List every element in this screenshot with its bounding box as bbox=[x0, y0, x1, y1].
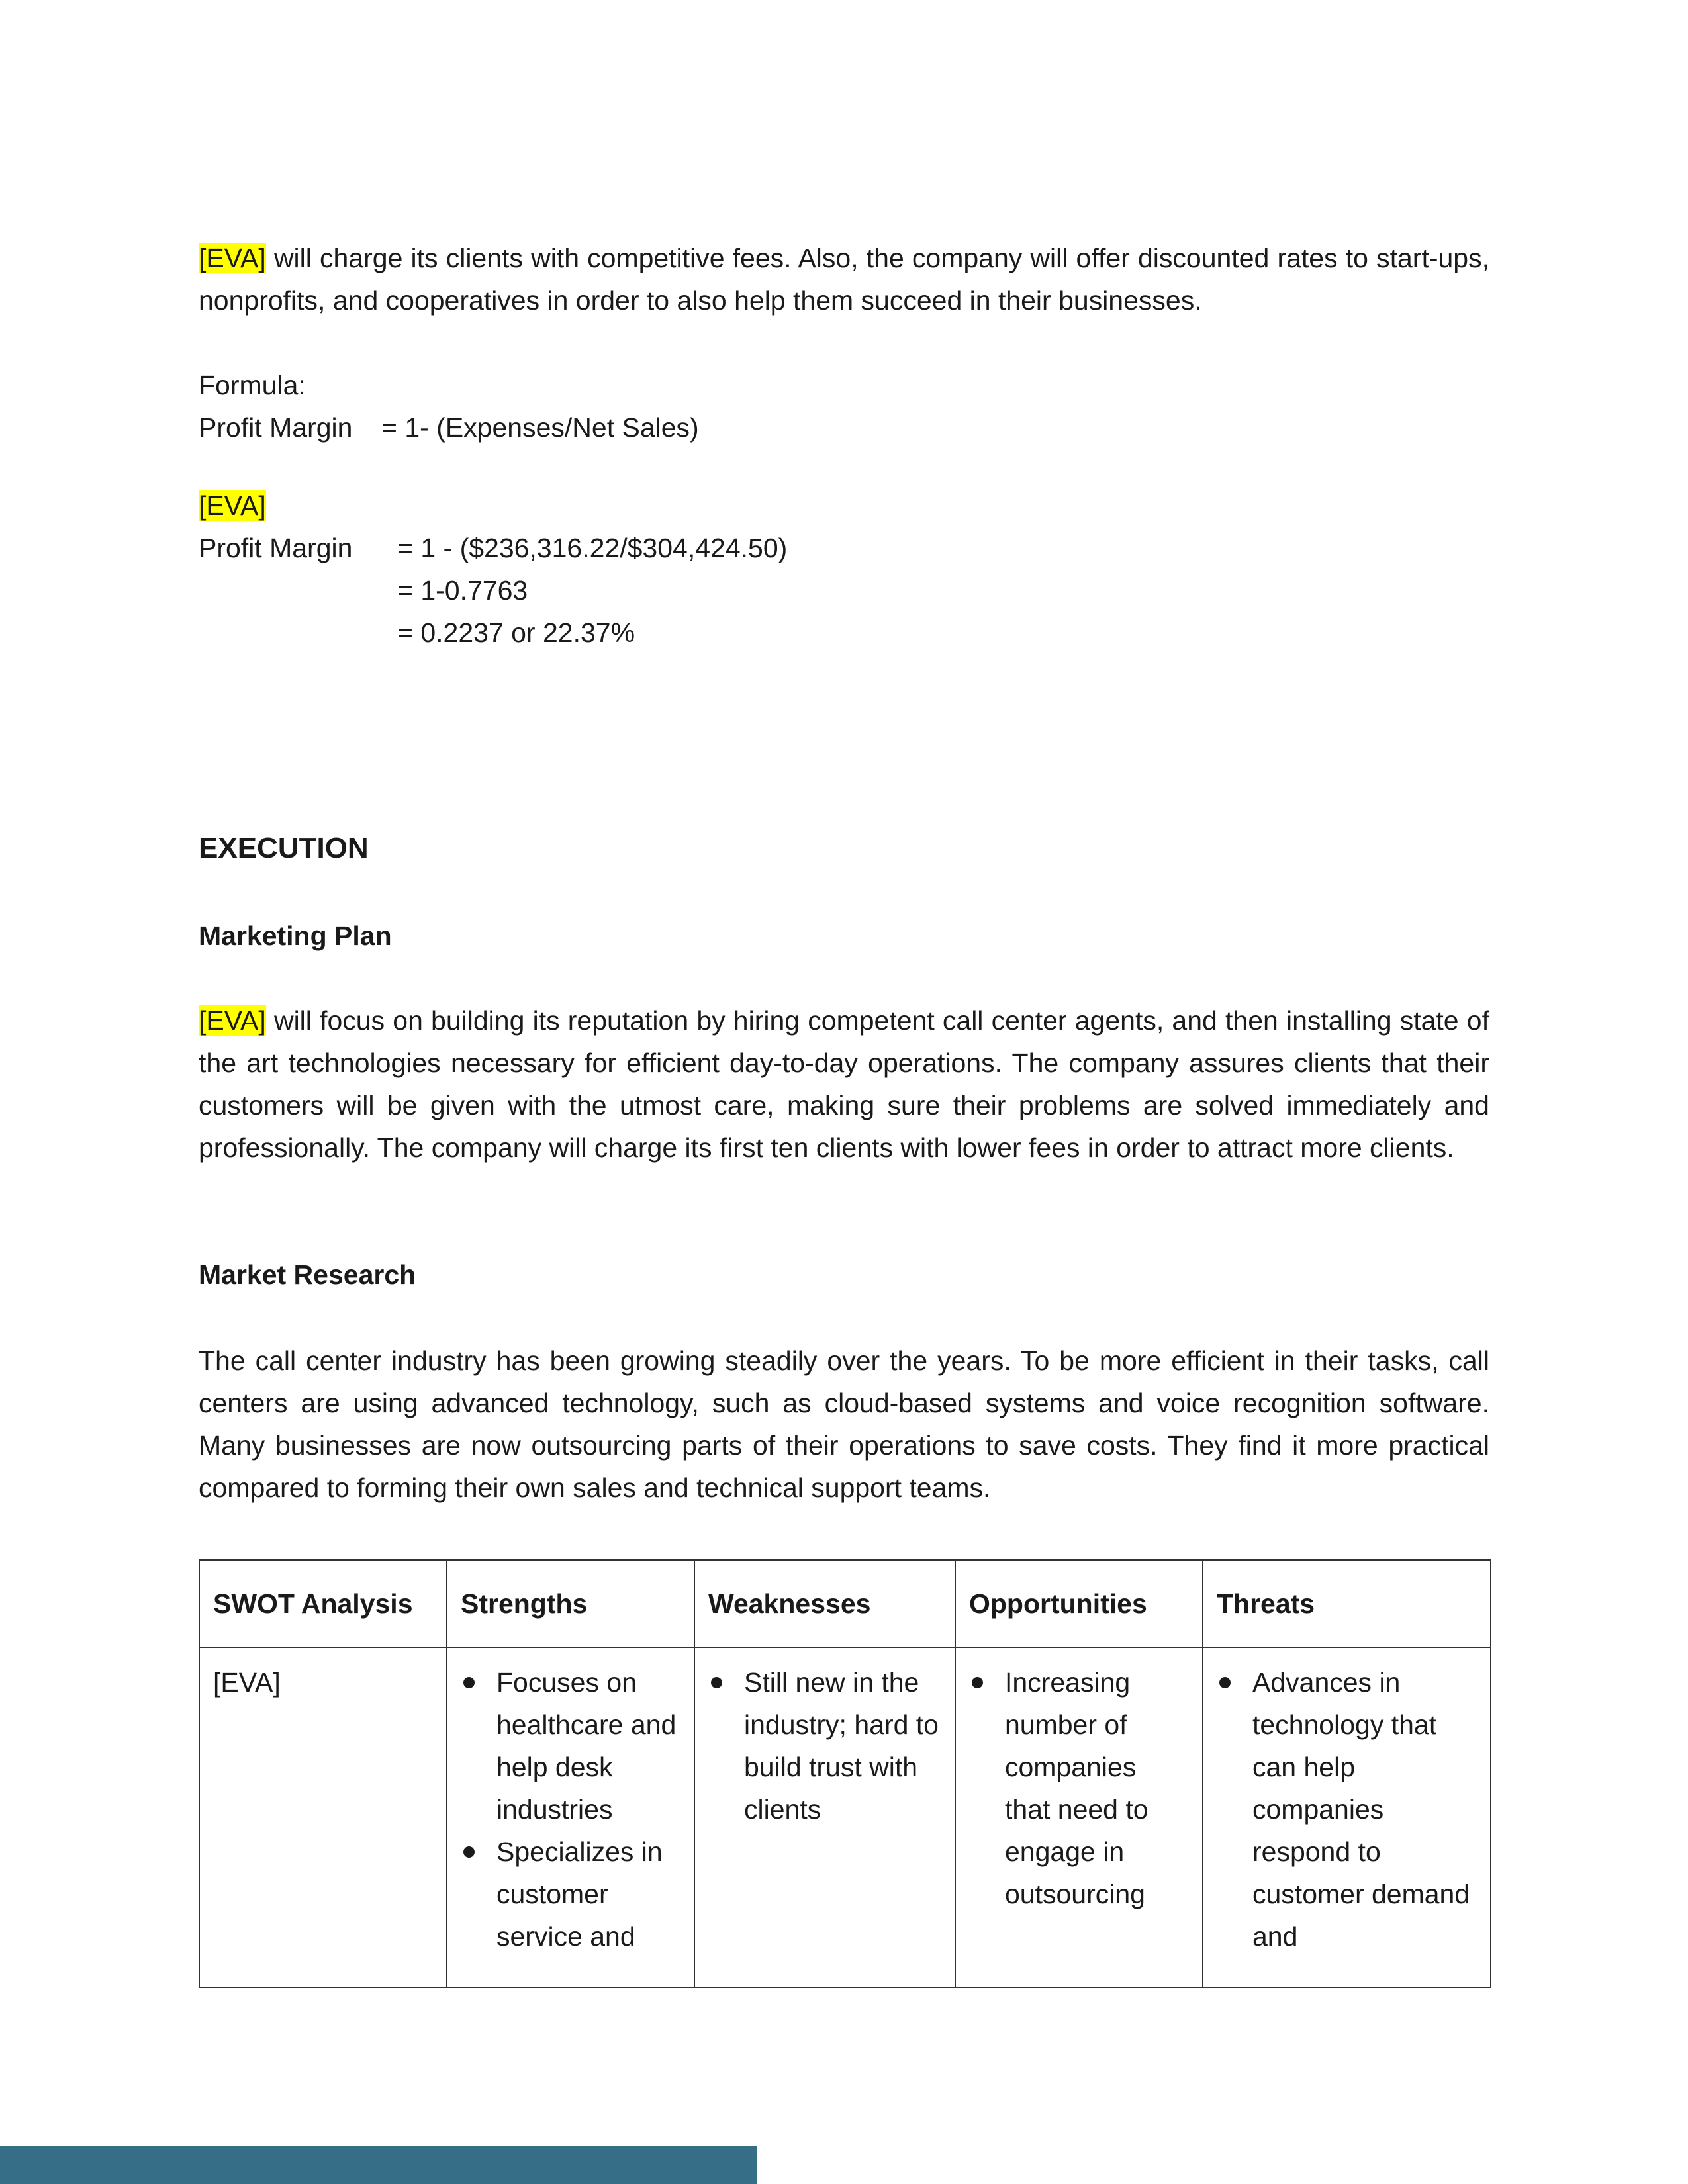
list-item: Still new in the industry; hard to build trust with clients bbox=[708, 1661, 941, 1831]
list-item: Increasing number of companies that need to engage in outsourcing bbox=[969, 1661, 1189, 1915]
document-body bbox=[199, 237, 1489, 1952]
swot-header-strengths: Strengths bbox=[447, 1560, 694, 1647]
marketing-company-highlight: [EVA] bbox=[199, 1005, 266, 1036]
calculation-label: Profit Margin bbox=[199, 533, 353, 563]
calculation-row bbox=[199, 569, 1489, 612]
marketing-plan-heading: Marketing Plan bbox=[199, 921, 392, 951]
swot-header-threats: Threats bbox=[1203, 1560, 1491, 1647]
calculation-step-1: = 1 - ($236,316.22/$304,424.50) bbox=[397, 533, 788, 563]
calculation-company-highlight: [EVA] bbox=[199, 490, 266, 521]
calculation-step-3: = 0.2237 or 22.37% bbox=[397, 617, 635, 648]
company-highlight: [EVA] bbox=[199, 243, 266, 273]
intro-text: will charge its clients with competitive fees. Also, the company will offer discounted rates to start-ups, nonprofits, and cooperatives in order to also help them succeed in their businesses. bbox=[199, 243, 1489, 316]
calculation-step-2: = 1-0.7763 bbox=[397, 575, 528, 606]
formula-row bbox=[199, 406, 1489, 449]
swot-opportunities-cell bbox=[955, 1647, 1203, 1987]
calculation-row bbox=[199, 612, 1489, 654]
market-research-paragraph: The call center industry has been growing steadily over the years. To be more efficient in their tasks, call centers are using advanced technology, such as cloud-based systems and voice recognition software. Many businesses are now outsourcing parts of their operations to save costs. They find it more practical compared to forming their own sales and technical support teams. bbox=[199, 1345, 1489, 1503]
market-research-section bbox=[199, 1253, 1489, 1296]
swot-body-row bbox=[199, 1647, 1491, 1987]
swot-strengths-cell bbox=[447, 1647, 694, 1987]
list-item: Focuses on healthcare and help desk industries bbox=[461, 1661, 680, 1831]
calculation-row bbox=[199, 527, 1489, 569]
footer-bar bbox=[0, 2146, 757, 2184]
marketing-plan-text: will focus on building its reputation by hiring competent call center agents, and then installing state of the art technologies necessary for efficient day-to-day operations. The company assures clients that their customers will be given with the utmost care, making sure their problems are solved immediately and professionally. The company will charge its first ten clients with lower fees in order to attract more clients. bbox=[199, 1005, 1489, 1163]
formula-block bbox=[199, 364, 1489, 449]
execution-heading: EXECUTION bbox=[199, 832, 369, 864]
swot-header-row bbox=[199, 1560, 1491, 1647]
swot-table bbox=[199, 1559, 1491, 1988]
marketing-plan-section bbox=[199, 915, 1489, 957]
calculation-block bbox=[199, 484, 1489, 654]
formula-expression: = 1- (Expenses/Net Sales) bbox=[381, 412, 699, 443]
market-research-heading: Market Research bbox=[199, 1259, 416, 1290]
swot-row-label: [EVA] bbox=[199, 1647, 447, 1987]
swot-threats-cell bbox=[1203, 1647, 1491, 1987]
swot-header-weaknesses: Weaknesses bbox=[694, 1560, 955, 1647]
formula-label: Profit Margin bbox=[199, 412, 353, 443]
intro-paragraph bbox=[199, 237, 1489, 322]
formula-heading: Formula: bbox=[199, 370, 306, 400]
swot-header-label: SWOT Analysis bbox=[199, 1560, 447, 1647]
swot-weaknesses-cell bbox=[694, 1647, 955, 1987]
marketing-plan-paragraph bbox=[199, 999, 1489, 1169]
list-item: Specializes in customer service and bbox=[461, 1831, 680, 1958]
swot-header-opportunities: Opportunities bbox=[955, 1560, 1203, 1647]
list-item: Advances in technology that can help companies respond to customer demand and bbox=[1217, 1661, 1477, 1958]
